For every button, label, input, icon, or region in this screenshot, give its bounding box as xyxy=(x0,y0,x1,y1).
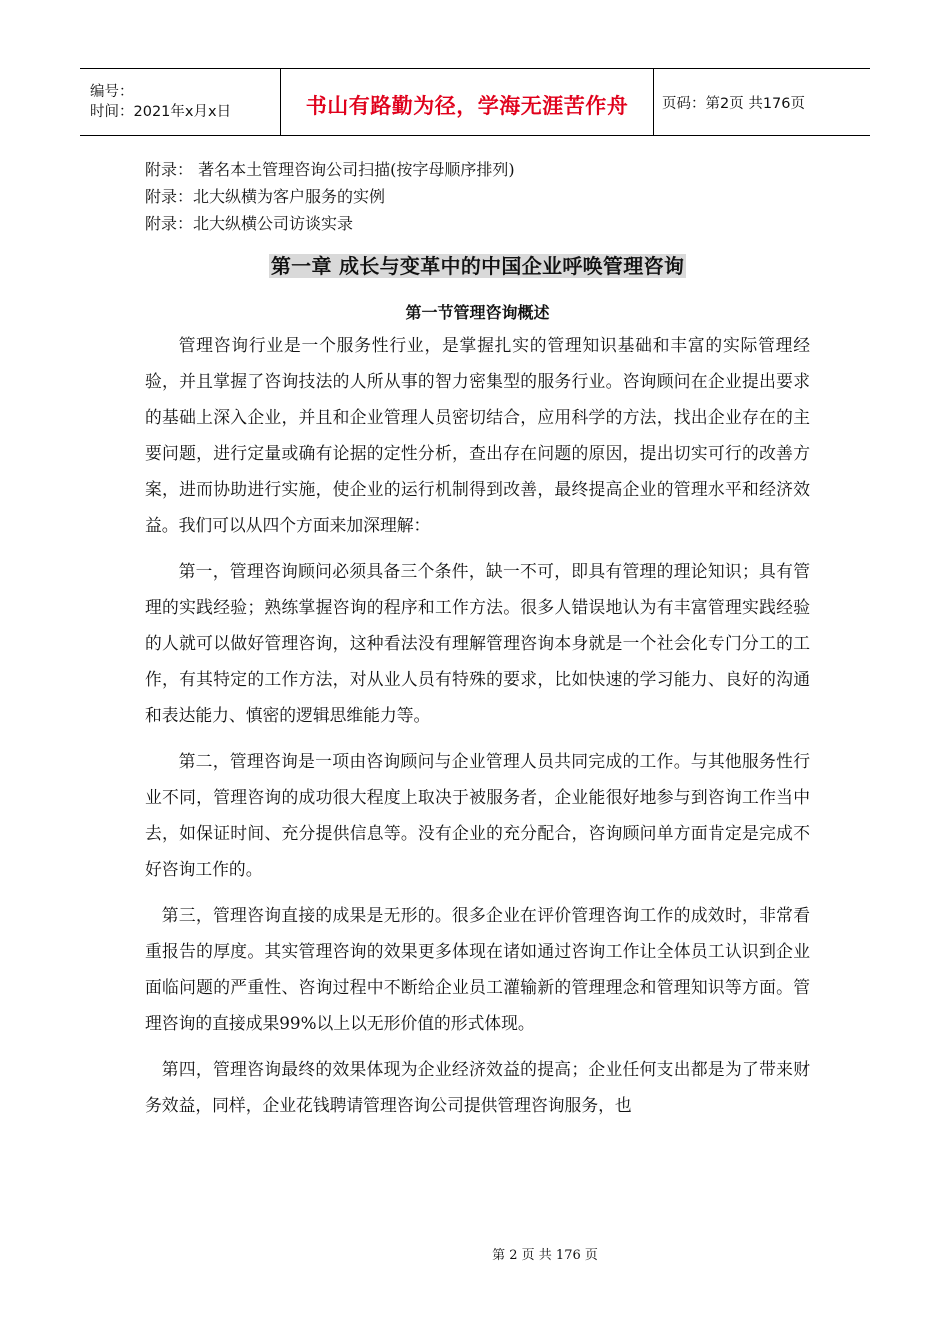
body-paragraph: 第二，管理咨询是一项由咨询顾问与企业管理人员共同完成的工作。与其他服务性行业不同，管理咨询的成功很大程度上取决于被服务者，企业能很好地参与到咨询工作当中去，如保证时间、充分提供信息等。没有企业的充分配合，咨询顾问单方面肯定是完成不好咨询工作的。 xyxy=(145,751,810,879)
document-number-label: 编号： xyxy=(90,84,134,100)
chapter-title: 第一章 成长与变革中的中国企业呼唤管理咨询 xyxy=(270,254,685,278)
header-motto: 书山有路勤为径，学海无涯苦作舟 xyxy=(305,94,629,118)
section-title: 第一节管理咨询概述 xyxy=(405,303,550,322)
body-paragraph: 第一，管理咨询顾问必须具备三个条件，缺一不可，即具有管理的理论知识；具有管理的实践经验；熟练掌握咨询的程序和工作方法。很多人错误地认为有丰富管理实践经验的人就可以做好管理咨询，这种看法没有理解管理咨询本身就是一个社会化专门分工的工作，有其特定的工作方法，对从业人员有特殊的要求，比如快速的学习能力、良好的沟通和表达能力、慎密的逻辑思维能力等。 xyxy=(145,561,810,725)
header-meta-cell xyxy=(80,69,281,135)
body-paragraph: 第四，管理咨询最终的效果体现为企业经济效益的提高；企业任何支出都是为了带来财务效益，同样，企业花钱聘请管理咨询公司提供管理咨询服务，也 xyxy=(145,1059,810,1115)
appendix-line: 附录：北大纵横为客户服务的实例 xyxy=(145,187,386,206)
appendix-line: 附录：北大纵横公司访谈实录 xyxy=(145,214,354,233)
body-paragraph: 管理咨询行业是一个服务性行业，是掌握扎实的管理知识基础和丰富的实际管理经验，并且掌握了咨询技法的人所从事的智力密集型的服务行业。咨询顾问在企业提出要求的基础上深入企业，并且和企业管理人员密切结合，应用科学的方法，找出企业存在的主要问题，进行定量或确有论据的定性分析，查出存在问题的原因，提出切实可行的改善方案，进而协助进行实施，使企业的运行机制得到改善，最终提高企业的管理水平和经济效益。我们可以从四个方面来加深理解： xyxy=(145,335,810,535)
document-body xyxy=(145,156,810,1123)
appendix-line: 附录： 著名本土管理咨询公司扫描(按字母顺序排列) xyxy=(145,160,515,179)
body-paragraph: 第三，管理咨询直接的成果是无形的。很多企业在评价管理咨询工作的成效时，非常看重报告的厚度。其实管理咨询的效果更多体现在诸如通过咨询工作让全体员工认识到企业面临问题的严重性、咨询过程中不断给企业员工灌输新的管理理念和管理知识等方面。管理咨询的直接成果99%以上以无形价值的形式体现。 xyxy=(145,905,810,1033)
header-page-cell xyxy=(654,69,870,135)
page-footer: 第 2 页 共 176 页 xyxy=(492,1248,598,1263)
document-time-label: 时间：2021年x月x日 xyxy=(90,104,232,120)
chapter-heading xyxy=(145,251,810,281)
header-page-info: 页码：第2页 共176页 xyxy=(662,95,806,112)
header-motto-cell xyxy=(281,69,654,135)
document-header xyxy=(80,68,870,136)
